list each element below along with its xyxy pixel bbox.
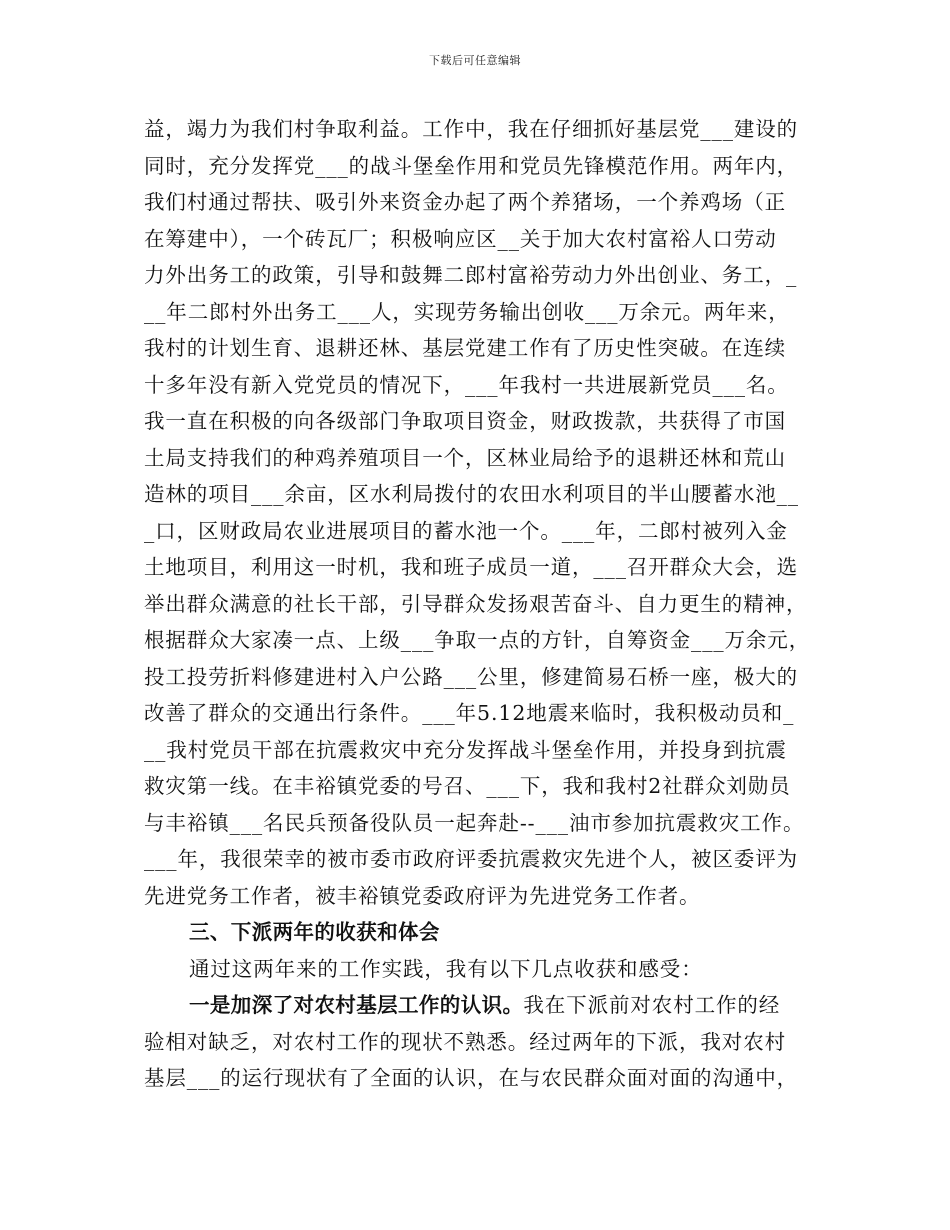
body-line: 在筹建中），一个砖瓦厂；积极响应区__关于加大农村富裕人口劳动 (144, 226, 777, 251)
body-line: 造林的项目___余亩，区水利局拨付的农田水利项目的半山腰蓄水池__ (144, 482, 799, 506)
body-line: 救灾第一线。在丰裕镇党委的号召、___下，我和我村2社群众刘勋员 (144, 774, 791, 798)
body-line: 举出群众满意的社长干部，引导群众发扬艰苦奋斗、自力更生的精神， (144, 591, 808, 616)
body-line: 投工投劳折料修建进村入户公路___公里，修建简易石桥一座，极大的 (144, 664, 799, 689)
body-line: _口，区财政局农业进展项目的蓄水池一个。___年，二郎村被列入金 (144, 518, 788, 543)
body-line: 根据群众大家凑一点、上级___争取一点的方针，自筹资金___万余元， (144, 628, 811, 652)
body-line: __年二郎村外出务工___人，实现劳务输出创收___万余元。两年来， (144, 299, 790, 324)
section-heading: 三、下派两年的收获和体会 (189, 920, 440, 944)
body-line: 同时，充分发挥党___的战斗堡垒作用和党员先锋模范作用。两年内， (144, 153, 799, 178)
page-header: 下载后可任意编辑 (429, 54, 521, 67)
point-one-text: 我在下派前对农村工作的经 (523, 993, 781, 1017)
body-line: 基层___的运行现状有了全面的认识，在与农民群众面对面的沟通中， (144, 1066, 799, 1090)
section-intro: 通过这两年来的工作实践，我有以下几点收获和感受： (189, 956, 703, 981)
point-one-lead: 一是加深了对农村基层工作的认识。 (189, 993, 524, 1017)
body-line: 土地项目，利用这一时机，我和班子成员一道，___召开群众大会，选 (144, 555, 799, 579)
body-line: __我村党员干部在抗震救灾中充分发挥战斗堡垒作用，并投身到抗震 (144, 737, 787, 762)
body-line: 先进党务工作者，被丰裕镇党委政府评为先进党务工作者。 (144, 883, 701, 908)
body-line: 益，竭力为我们村争取利益。工作中，我在仔细抓好基层党___建设的 (144, 117, 799, 141)
body-line: 我村的计划生育、退耕还林、基层党建工作有了历史性突破。在连续 (144, 336, 786, 360)
body-line: 与丰裕镇___名民兵预备役队员一起奔赴--___油市参加抗震救灾工作。 (144, 810, 805, 835)
body-line: 十多年没有新入党党员的情况下，___年我村一共进展新党员___名。 (144, 372, 789, 397)
body-line: 我们村通过帮扶、吸引外来资金办起了两个养猪场，一个养鸡场（正 (144, 190, 786, 214)
body-line: 土局支持我们的种鸡养殖项目一个，区林业局给予的退耕还林和荒山 (144, 445, 786, 470)
body-line: 力外出务工的政策，引导和鼓舞二郎村富裕劳动力外出创业、务工，_ (144, 263, 798, 287)
document-body (144, 111, 824, 1097)
point-one-first-line (144, 987, 824, 1024)
body-line: 改善了群众的交通出行条件。___年5.12地震来临时，我积极动员和_ (144, 701, 795, 725)
body-line: 我一直在积极的向各级部门争取项目资金，财政拨款，共获得了市国 (144, 409, 786, 433)
body-line: ___年，我很荣幸的被市委市政府评委抗震救灾先进个人，被区委评为 (144, 847, 799, 871)
body-line: 验相对缺乏，对农村工作的现状不熟悉。经过两年的下派，我对农村 (144, 1029, 786, 1054)
